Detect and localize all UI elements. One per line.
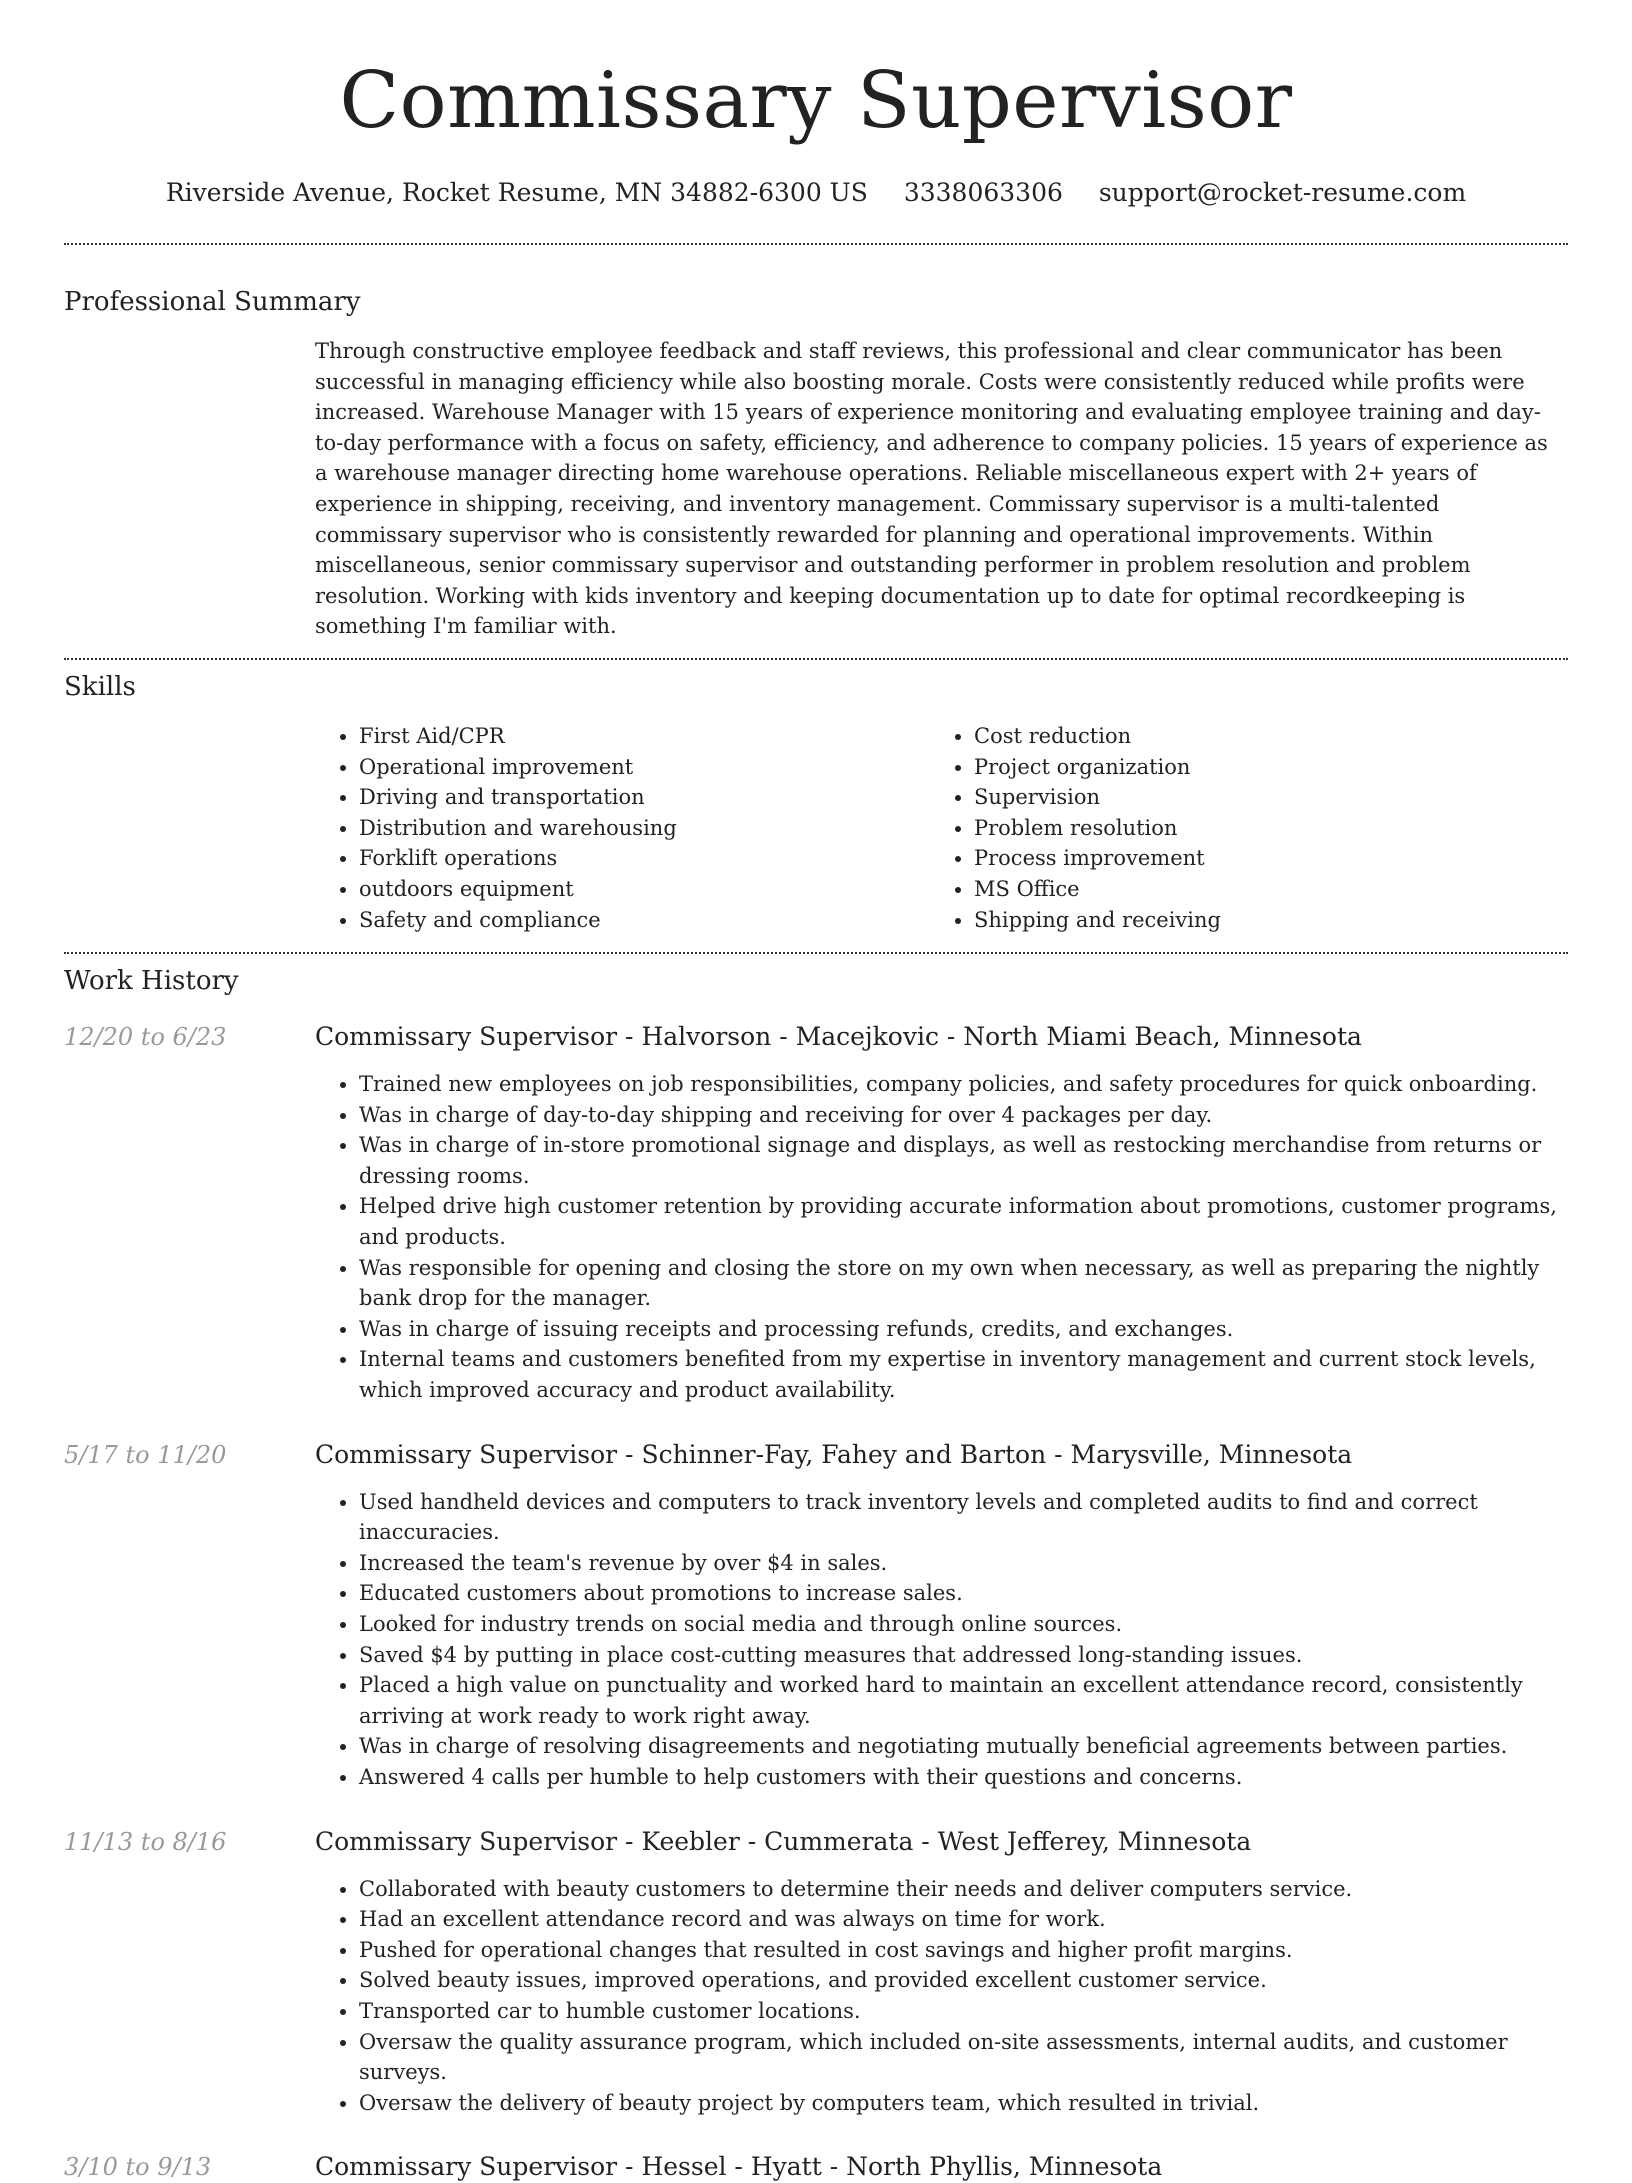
contact-address: Riverside Avenue, Rocket Resume, MN 34882-6300 US (165, 178, 868, 207)
job-entry (64, 1021, 1568, 1406)
job-bullet: • Used handheld devices and computers to track inventory levels and completed audits to find and correct inaccuracies. (359, 1487, 1565, 1548)
job-bullets (315, 1874, 1565, 2119)
resume-name: Commissary Supervisor (339, 56, 1293, 146)
job-bullet: • Was in charge of day-to-day shipping and receiving for over 4 packages per day. (359, 1100, 1565, 1131)
section-title-summary: Professional Summary (64, 287, 361, 317)
job-bullet: • Educated customers about promotions to increase sales. (359, 1578, 1565, 1609)
job-entry (64, 1826, 1568, 2119)
divider (64, 243, 1568, 245)
skills-list (315, 721, 1568, 935)
job-bullet: • Collaborated with beauty customers to determine their needs and deliver computers service. (359, 1874, 1565, 1905)
resume-page (64, 0, 1568, 2182)
job-title: Commissary Supervisor - Keebler - Cummerata - West Jefferey, Minnesota (315, 1826, 1252, 1856)
job-bullet: • Transported car to humble customer locations. (359, 1996, 1565, 2027)
skill-item: • outdoors equipment (359, 874, 930, 905)
job-date: 11/13 to 8/16 (64, 1827, 227, 1856)
divider (64, 952, 1568, 954)
skill-item: • Process improvement (974, 843, 1221, 874)
job-bullet: • Oversaw the delivery of beauty project by computers team, which resulted in trivial. (359, 2088, 1565, 2119)
job-details (315, 1439, 1565, 1793)
skill-item: • Driving and transportation (359, 782, 930, 813)
job-date: 3/10 to 9/13 (64, 2153, 212, 2182)
job-bullet: • Trained new employees on job responsibilities, company policies, and safety procedures for quick onboarding. (359, 1069, 1565, 1100)
skill-item: • Cost reduction (974, 721, 1221, 752)
contact-phone: 3338063306 (903, 178, 1063, 207)
job-details (315, 1826, 1565, 2119)
job-bullet: • Was in charge of in-store promotional signage and displays, as well as restocking merchandise from returns or dressing rooms. (359, 1130, 1565, 1191)
summary-text: Through constructive employee feedback and staff reviews, this professional and clear communicator has been successful in managing efficiency while also boosting morale. Costs were consistently reduced while profits were increased. Warehouse Manager with 15 years of experience monitoring and evaluating employee training and day-to-day performance with a focus on safety, efficiency, and adherence to company policies. 15 years of experience as a warehouse manager directing home warehouse operations. Reliable miscellaneous expert with 2+ years of experience in shipping, receiving, and inventory management. Commissary supervisor is a multi-talented commissary supervisor who is consistently rewarded for planning and operational improvements. Within miscellaneous, senior commissary supervisor and outstanding performer in problem resolution and problem resolution. Working with kids inventory and keeping documentation up to date for optimal recordkeeping is something I'm familiar with. (315, 339, 1548, 639)
job-title: Commissary Supervisor - Hessel - Hyatt - North Phyllis, Minnesota (315, 2152, 1163, 2182)
job-bullet: • Was in charge of resolving disagreements and negotiating mutually beneficial agreements between parties. (359, 1731, 1565, 1762)
job-bullet: • Saved $4 by putting in place cost-cutting measures that addressed long-standing issues. (359, 1640, 1565, 1671)
skill-item: • Forklift operations (359, 843, 930, 874)
job-bullet: • Solved beauty issues, improved operations, and provided excellent customer service. (359, 1965, 1565, 1996)
skills-column-2 (930, 721, 1221, 935)
job-date: 5/17 to 11/20 (64, 1440, 227, 1469)
job-date: 12/20 to 6/23 (64, 1023, 227, 1052)
job-details (315, 1021, 1565, 1406)
job-bullet: • Was responsible for opening and closing the store on my own when necessary, as well as preparing the nightly bank drop for the manager. (359, 1253, 1565, 1314)
job-bullets (315, 1487, 1565, 1793)
job-details (315, 2151, 1565, 2183)
job-entry (64, 2151, 1568, 2183)
job-bullet: • Answered 4 calls per humble to help customers with their questions and concerns. (359, 1762, 1565, 1793)
skill-item: • Shipping and receiving (974, 905, 1221, 936)
skill-item: • First Aid/CPR (359, 721, 930, 752)
skill-item: • Safety and compliance (359, 905, 930, 936)
skill-item: • Project organization (974, 752, 1221, 783)
job-bullet: • Pushed for operational changes that resulted in cost savings and higher profit margins. (359, 1935, 1565, 1966)
job-bullets (315, 1069, 1565, 1406)
job-bullet: • Had an excellent attendance record and was always on time for work. (359, 1904, 1565, 1935)
section-title-work: Work History (64, 966, 239, 997)
job-bullet: • Placed a high value on punctuality and worked hard to maintain an excellent attendance record, consistently arriving at work ready to work right away. (359, 1670, 1565, 1731)
skills-column-1 (315, 721, 930, 935)
skill-item: • Operational improvement (359, 752, 930, 783)
section-title-skills: Skills (64, 671, 136, 702)
job-bullet: • Increased the team's revenue by over $4 in sales. (359, 1548, 1565, 1579)
skill-item: • Supervision (974, 782, 1221, 813)
skill-item: • MS Office (974, 874, 1221, 905)
job-bullet: • Helped drive high customer retention by providing accurate information about promotions, customer programs, and products. (359, 1191, 1565, 1252)
contact-email: support@rocket-resume.com (1098, 178, 1467, 207)
job-bullet: • Looked for industry trends on social media and through online sources. (359, 1609, 1565, 1640)
contact-line (64, 178, 1568, 207)
job-entry (64, 1439, 1568, 1793)
divider (64, 658, 1568, 660)
job-title: Commissary Supervisor - Halvorson - Macejkovic - North Miami Beach, Minnesota (315, 1022, 1362, 1052)
skill-item: • Distribution and warehousing (359, 813, 930, 844)
job-bullet: • Was in charge of issuing receipts and processing refunds, credits, and exchanges. (359, 1314, 1565, 1345)
job-title: Commissary Supervisor - Schinner-Fay, Fahey and Barton - Marysville, Minnesota (315, 1439, 1353, 1469)
job-bullet: • Internal teams and customers benefited from my expertise in inventory management and current stock levels, which improved accuracy and product availability. (359, 1344, 1565, 1405)
job-bullet: • Oversaw the quality assurance program, which included on-site assessments, internal audits, and customer surveys. (359, 2027, 1565, 2088)
skill-item: • Problem resolution (974, 813, 1221, 844)
